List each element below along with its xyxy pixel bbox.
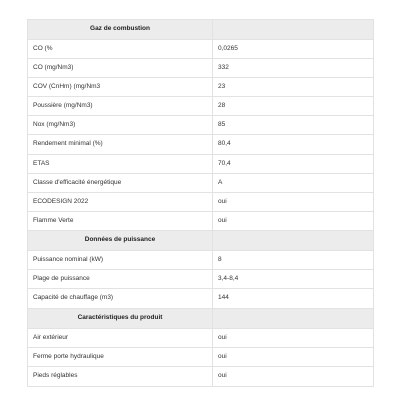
table-row: [28, 251, 374, 270]
table-row: [28, 212, 374, 231]
section-title: Gaz de combustion: [28, 20, 213, 40]
table-row: [28, 135, 374, 155]
table-row: [28, 40, 374, 59]
row-label: Ferme porte hydraulique: [28, 348, 213, 367]
table-row: [28, 329, 374, 348]
row-value: oui: [213, 367, 374, 387]
row-label: CO (%: [28, 40, 213, 59]
row-label: Nox (mg/Nm3): [28, 116, 213, 135]
section-title: Caractéristiques du produit: [28, 309, 213, 329]
row-label: Pieds réglables: [28, 367, 213, 387]
table-row: [28, 193, 374, 212]
row-label: CO (mg/Nm3): [28, 59, 213, 78]
table-row: [28, 78, 374, 97]
table-row: [28, 97, 374, 116]
table-row: [28, 155, 374, 174]
row-label: Classe d'efficacité énergétique: [28, 174, 213, 193]
section-header-empty-cell: [213, 231, 374, 251]
table-row: [28, 116, 374, 135]
row-value: 70,4: [213, 155, 374, 174]
table-row: [28, 270, 374, 289]
row-value: 28: [213, 97, 374, 116]
specifications-table: [27, 19, 374, 387]
table-row: [28, 367, 374, 387]
row-label: Capacité de chauffage (m3): [28, 289, 213, 309]
table-row: [28, 59, 374, 78]
row-value: 23: [213, 78, 374, 97]
table-row: [28, 348, 374, 367]
row-label: Poussière (mg/Nm3): [28, 97, 213, 116]
row-label: ETAS: [28, 155, 213, 174]
section-title: Données de puissance: [28, 231, 213, 251]
row-value: 80,4: [213, 135, 374, 155]
row-label: COV (CnHm) (mg/Nm3: [28, 78, 213, 97]
row-value: oui: [213, 348, 374, 367]
row-value: 3,4-8,4: [213, 270, 374, 289]
table-row: [28, 174, 374, 193]
row-label: Rendement minimal (%): [28, 135, 213, 155]
table-row: [28, 289, 374, 309]
row-value: 332: [213, 59, 374, 78]
row-value: 85: [213, 116, 374, 135]
section-header-caracteristiques-du-produit: [28, 309, 374, 329]
row-label: ECODESIGN 2022: [28, 193, 213, 212]
row-value: 144: [213, 289, 374, 309]
row-value: oui: [213, 193, 374, 212]
row-value: 0,0265: [213, 40, 374, 59]
row-value: oui: [213, 212, 374, 231]
row-value: A: [213, 174, 374, 193]
section-header-empty-cell: [213, 309, 374, 329]
row-label: Flamme Verte: [28, 212, 213, 231]
row-label: Air extérieur: [28, 329, 213, 348]
section-header-donnees-de-puissance: [28, 231, 374, 251]
section-header-gaz-de-combustion: [28, 20, 374, 40]
row-value: 8: [213, 251, 374, 270]
row-value: oui: [213, 329, 374, 348]
section-header-empty-cell: [213, 20, 374, 40]
row-label: Puissance nominal (kW): [28, 251, 213, 270]
row-label: Plage de puissance: [28, 270, 213, 289]
